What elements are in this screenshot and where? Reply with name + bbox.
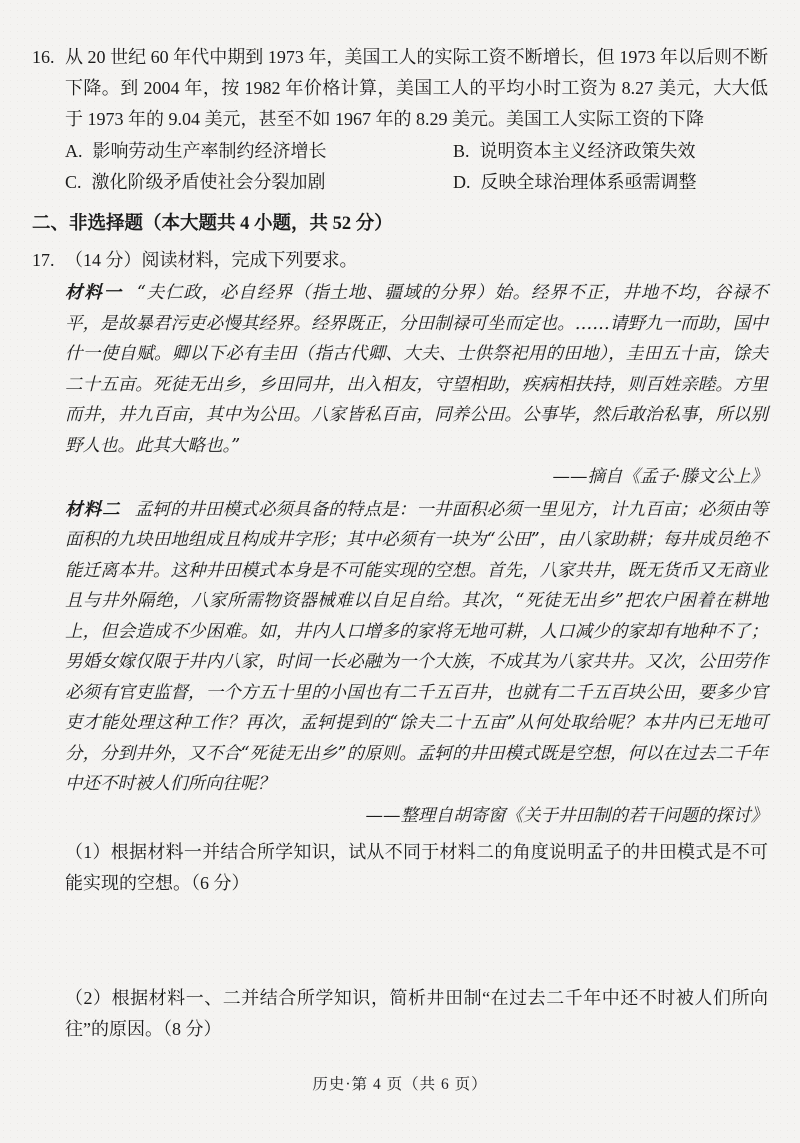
section-2-header: 二、非选择题（本大题共 4 小题，共 52 分） (32, 214, 393, 234)
subquestion-2 (65, 983, 768, 1045)
subquestion-1-label: （1） (65, 842, 111, 862)
page-footer: 历史·第 4 页（共 6 页） (312, 1076, 488, 1093)
subquestion-2-label: （2） (65, 988, 112, 1008)
question-16 (32, 42, 768, 197)
material-1-label: 材料一 (65, 283, 123, 303)
material-2-label: 材料二 (65, 499, 121, 520)
subquestion-1 (65, 837, 768, 899)
option-b (453, 136, 768, 167)
material-2-source: ——整理自胡寄窗《关于井田制的若干问题的探讨》 (365, 805, 768, 826)
subquestion-2-text: 根据材料一、二并结合所学知识，简析井田制“在过去二千年中还不时被人们所向往”的原因。（8 分） (65, 988, 769, 1039)
material-2 (65, 495, 768, 832)
question-16-number: 16. (32, 47, 55, 67)
material-2-text: 孟轲的井田模式必须具备的特点是：一井面积必须一里见方，计九百亩；必须由等面积的九块田地组成且构成井字形；其中必须有一块为“公田”，由八家助耕；每井成员绝不能迁离本井。这种井田模式本身是不可能实现的空想。首先，八家共井，既无货币又无商业且与井外隔绝，八家所需物资器械难以自足自给。其次，“死徒无出乡”把农户困着在耕地上，但会造成不少困难。如，井内人口增多的家将无地可耕，人口减少的家却有地种不了；男婚女嫁仅限于井内八家，时间一长必融为一个大族，不成其为八家共井。又次，公田劳作必须有官吏监督，一个方五十里的小国也有二千五百井，也就有二千五百块公田，要多少官吏才能处理这种工作？再次，孟轲提到的“馀夫二十五亩”从何处取给呢？本井内已无地可分，分到井外，又不合“死徒无出乡”的原则。孟轲的井田模式既是空想，何以在过去二千年中还不时被人们所向往呢？ (65, 499, 769, 794)
option-d (453, 167, 768, 198)
material-1-text: “夫仁政，必自经界（指土地、疆域的分界）始。经界不正，井地不均，谷禄不平，是故暴君污吏必慢其经界。经界既正，分田制禄可坐而定也。……请野九一而助，国中什一使自赋。卿以下必有圭田（指古代卿、大夫、士供祭祀用的田地），圭田五十亩，馀夫二十五亩。死徒无出乡，乡田同井，出入相友，守望相助，疾病相扶持，则百姓亲睦。方里而井，井九百亩，其中为公田。八家皆私百亩，同养公田。公事毕，然后敢治私事，所以别野人也。此其大略也。” (65, 283, 769, 456)
answer-space (32, 899, 768, 977)
option-b-label: B. (453, 141, 470, 161)
option-c (65, 167, 453, 198)
question-16-stem: 从 20 世纪 60 年代中期到 1973 年，美国工人的实际工资不断增长，但 1973 年以后则不断下降。到 2004 年，按 1982 年价格计算，美国工人的平均小时工资为 8.27 美元，大大低于 1973 年的 9.04 美元，甚至不如 1967 年的 8.29 美元。美国工人实际工资的下降 (65, 47, 768, 129)
option-a-text: 影响劳动生产率制约经济增长 (92, 141, 327, 161)
question-16-options (65, 136, 768, 197)
option-a (65, 136, 453, 167)
option-b-text: 说明资本主义经济政策失效 (479, 141, 696, 161)
question-17-head (32, 245, 768, 276)
subquestion-1-text: 根据材料一并结合所学知识，试从不同于材料二的角度说明孟子的井田模式是不可能实现的空想。（6 分） (65, 842, 769, 893)
material-1 (65, 278, 768, 493)
option-c-text: 激化阶级矛盾使社会分裂加剧 (91, 171, 326, 192)
option-d-label: D. (453, 171, 471, 192)
question-17-number: 17. (32, 250, 55, 270)
question-17-intro: （14 分）阅读材料，完成下列要求。 (65, 250, 358, 270)
material-1-source: ——摘自《孟子·滕文公上》 (552, 467, 768, 487)
option-d-text: 反映全球治理体系亟需调整 (480, 171, 697, 192)
option-a-label: A. (65, 141, 83, 161)
option-c-label: C. (65, 171, 82, 192)
question-17 (32, 245, 768, 1045)
